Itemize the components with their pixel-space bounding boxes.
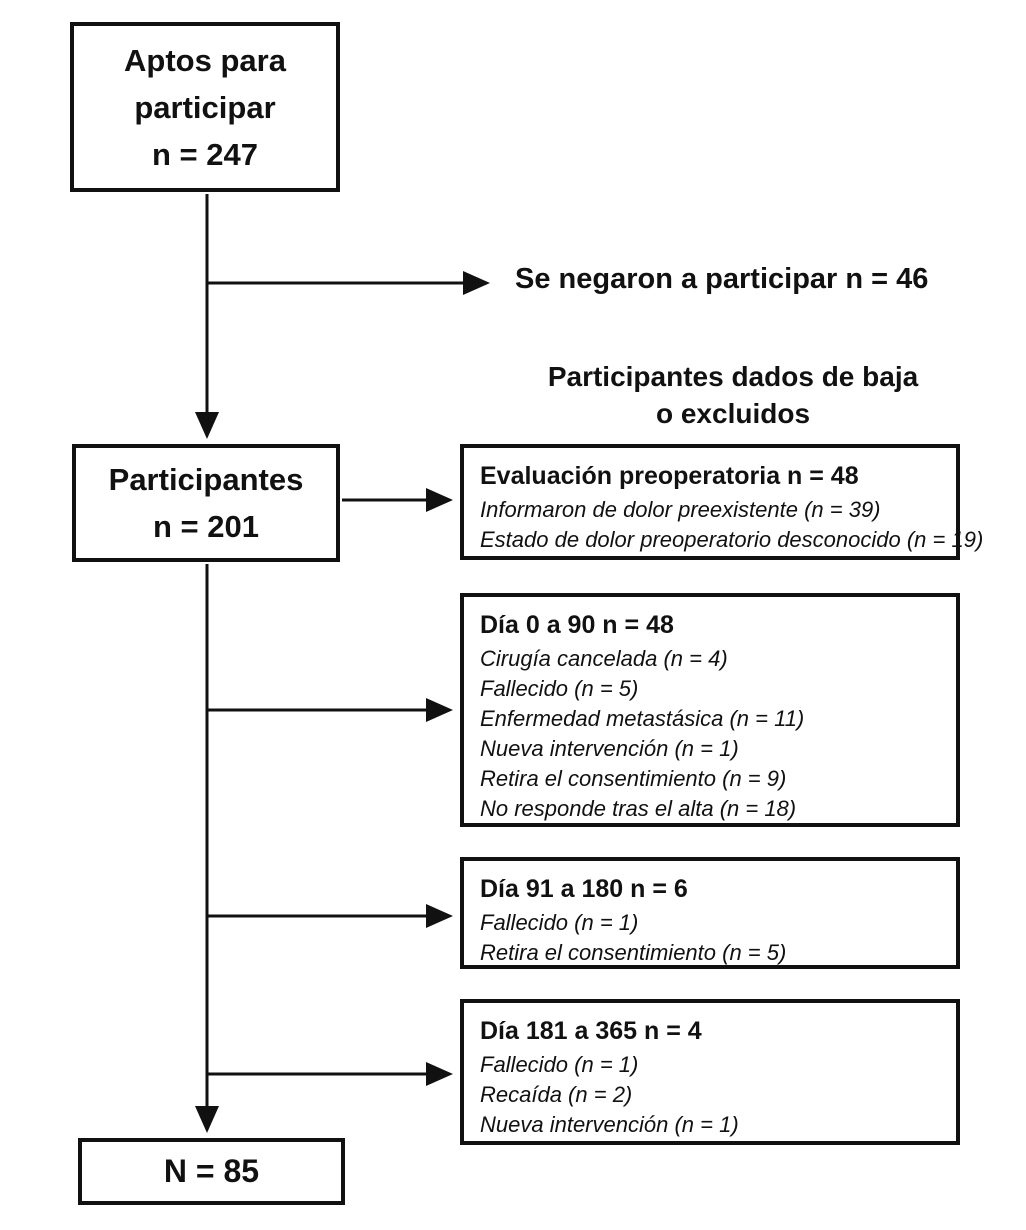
- participants-box-line: Participantes: [108, 462, 304, 497]
- withdrawn-header-line: o excluidos: [655, 398, 811, 429]
- exclusion-item: Fallecido (n = 5): [480, 676, 639, 701]
- participants-box-count: n = 201: [153, 509, 259, 544]
- exclusion-box-day91-180: [460, 857, 960, 969]
- exclusion-item: Estado de dolor preoperatorio desconocido (n = 19): [480, 527, 984, 552]
- exclusion-item: Fallecido (n = 1): [480, 910, 639, 935]
- exclusion-item: Fallecido (n = 1): [480, 1052, 639, 1077]
- exclusion-item: Nueva intervención (n = 1): [480, 1112, 739, 1137]
- exclusion-box-title: Día 91 a 180 n = 6: [480, 875, 688, 903]
- exclusion-item: Informaron de dolor preexistente (n = 39): [480, 497, 881, 522]
- exclusion-box-day181-365: [460, 999, 960, 1145]
- eligible-box-line: Aptos para: [124, 42, 286, 78]
- exclusion-item: No responde tras el alta (n = 18): [480, 796, 797, 821]
- exclusion-item: Retira el consentimiento (n = 9): [480, 766, 787, 791]
- exclusion-item: Retira el consentimiento (n = 5): [480, 940, 787, 965]
- exclusion-box-day0-90: [460, 593, 960, 827]
- final-count-label: N = 85: [163, 1153, 260, 1189]
- final-count-box: [78, 1138, 345, 1205]
- withdrawn-header-line: Participantes dados de baja: [547, 361, 919, 392]
- exclusion-item: Recaída (n = 2): [480, 1082, 633, 1107]
- exclusion-box-title: Día 0 a 90 n = 48: [480, 611, 674, 639]
- participants-box: [72, 444, 340, 562]
- refused-note: Se negaron a participar n = 46: [515, 263, 929, 295]
- eligible-box-line: participar: [134, 89, 276, 125]
- exclusion-box-title: Día 181 a 365 n = 4: [480, 1017, 702, 1045]
- exclusion-box-preop: [460, 444, 984, 560]
- exclusion-item: Nueva intervención (n = 1): [480, 736, 739, 761]
- eligible-box: [70, 22, 340, 192]
- exclusion-box-title: Evaluación preoperatoria n = 48: [480, 462, 859, 490]
- exclusion-item: Cirugía cancelada (n = 4): [480, 646, 728, 671]
- exclusion-item: Enfermedad metastásica (n = 11): [480, 706, 805, 731]
- withdrawn-header: [483, 358, 983, 432]
- eligible-box-count: n = 247: [152, 136, 258, 172]
